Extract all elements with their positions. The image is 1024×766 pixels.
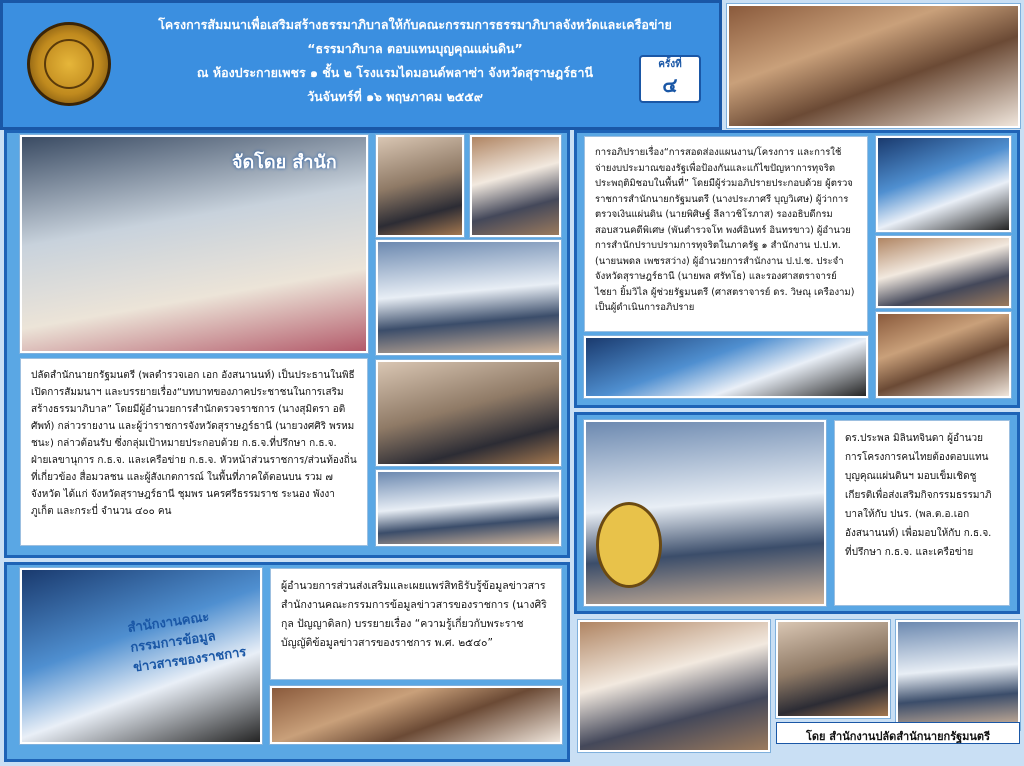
- discussion-text: การอภิปรายเรื่อง“การสอดส่องแผนงาน/โครงการ และการใช้จ่ายงบประมาณของรัฐเพื่อป้องกันและแก้ไขปัญหาการทุจริตประพฤติมิชอบในพื้นที่” โดยมีผู้ร่วมอภิปรายประกอบด้วย ผู้ตรวจราชการสำนักนายกรัฐมนตรี (นางประภาศรี บุญวิเศษ) ผู้ว่าการตรวจเงินแผ่นดิน (นายพิศิษฐ์ ลีลาวชิโรภาส) รองอธิบดีกรมสอบสวนคดีพิเศษ (พันตำรวจโท พงศ์อินทร์ อินทรขาว) ผู้อำนวยการสำนักปราบปรามการทุจริตในภาครัฐ ๑ สำนักงาน ป.ป.ท. (นายนพดล เพชรสว่าง) ผู้อำนวยการสำนักงาน ป.ป.ช. ประจำจังหวัดสุราษฎร์ธานี (นายพล ศรัทโธ) และรองศาสตราจารย์ ไชยา ยิ้มวิไล ผู้ช่วยรัฐมนตรี (ศาสตราจารย์ ดร. วิษณุ เครืองาม) เป็นผู้ดำเนินการอภิปราย: [595, 147, 855, 313]
- photo-attendees-lunch: [776, 620, 890, 718]
- header-title-line2: “ธรรมาภิบาล ตอบแทนบุญคุณแผ่นดิน”: [307, 41, 523, 56]
- info-text-box: [270, 568, 562, 680]
- photo-reporter-podium: [470, 135, 561, 237]
- photo-banner-text: จัดโดย สำนัก: [232, 152, 337, 173]
- footer-credit: [776, 722, 1020, 744]
- photo-info-speaker: [20, 568, 262, 744]
- photo-audience-hall: [876, 312, 1011, 398]
- photo-discussion-panel-wide: [876, 136, 1011, 232]
- award-text: ดร.ประพล มิลินทจินดา ผู้อำนวยการโครงการคนไทยต้องตอบแทนบุญคุณแผ่นดินฯ มอบเข็มเชิดชูเกียรติเพื่อส่งเสริมกิจกรรมธรรมาภิบาลให้กับ ปนร. (พล.ต.อ.เอก อังสนานนท์) เพื่อมอบให้กับ ก.ธ.จ. ที่ปรึกษา ก.ธ.จ. และเครือข่าย: [845, 433, 992, 558]
- emblem-seal-icon: [27, 22, 111, 106]
- photo-group-lineup: [376, 470, 561, 546]
- photo-info-audience: [270, 686, 562, 744]
- opening-text: ปลัดสำนักนายกรัฐมนตรี (พลตำรวจเอก เอก อังสนานนท์) เป็นประธานในพิธีเปิดการสัมมนาฯ และบรรยายเรื่อง“บทบาทของภาคประชาชนในการเสริมสร้างธรรมาภิบาล” โดยมีผู้อำนวยการสำนักตรวจราชการ (นางสุมิตรา อติศัพท์) กล่าวรายงาน และผู้ว่าราชการจังหวัดสุราษฎร์ธานี (นายวงศศิริ พรหมชนะ) กล่าวต้อนรับ ซึ่งกลุ่มเป้าหมายประกอบด้วย ก.ธ.จ.ที่ปรึกษา ก.ธ.จ. ฝ่ายเลขานุการ ก.ธ.จ. และเครือข่าย ก.ธ.จ. หัวหน้าส่วนราชการ/ส่วนท้องถิ่นที่เกี่ยวข้อง สื่อมวลชน และผู้สังเกตการณ์ ในพื้นที่ภาคใต้ตอนบน รวม ๗ จังหวัด ได้แก่ จังหวัดสุราษฎร์ธานี ชุมพร นครศรีธรรมราช ระนอง พังงา ภูเก็ต และกระบี่ จำนวน ๔๐๐ คน: [31, 370, 357, 517]
- photo-panelists-closeup: [876, 236, 1011, 308]
- header-title: [115, 13, 715, 109]
- info-text: ผู้อำนวยการส่วนส่งเสริมและเผยแพร่สิทธิรับรู้ข้อมูลข่าวสาร สำนักงานคณะกรรมการข้อมูลข่าวสารของราชการ (นางศิริกุล ปัญญาดิลก) บรรยายเรื่อง “ความรู้เกี่ยวกับพระราชบัญญัติข้อมูลข่าวสารของราชการ พ.ศ. ๒๕๔๐”: [281, 580, 547, 649]
- session-label: ครั้งที่: [658, 59, 682, 70]
- photo-handing-envelope: [896, 620, 1020, 730]
- header-title-line4: วันจันทร์ที่ ๑๖ พฤษภาคม ๒๕๕๙: [307, 89, 483, 104]
- opening-text-box: [20, 358, 368, 546]
- header-title-line3: ณ ห้องประกายเพชร ๑ ชั้น ๒ โรงแรมไดมอนด์พลาซ่า จังหวัดสุราษฎร์ธานี: [196, 65, 594, 80]
- photo-panel-stage: [584, 336, 868, 398]
- photo-award-handover: [584, 420, 826, 606]
- photo-presentation-text: สำนักงานคณะกรรมการข้อมูลข่าวสารของราชการ: [126, 609, 248, 676]
- photo-chairman-speaking: [20, 135, 368, 353]
- session-number: ๔: [662, 73, 678, 97]
- photo-registration-desk: [578, 620, 770, 752]
- award-plaque-icon: [596, 502, 662, 588]
- photo-officials-standing: [376, 360, 561, 466]
- photo-speaker-podium: [376, 135, 464, 237]
- discussion-text-box: [584, 136, 868, 332]
- header-title-line1: โครงการสัมมนาเพื่อเสริมสร้างธรรมาภิบาลให้กับคณะกรรมการธรรมาภิบาลจังหวัดและเครือข่าย: [158, 17, 672, 32]
- photo-audience-top-right: [727, 4, 1020, 128]
- emblem-seal-inner: [44, 39, 94, 89]
- award-text-box: [834, 420, 1010, 606]
- header-banner: [0, 0, 722, 130]
- photo-guests-greeting: [376, 240, 561, 355]
- session-badge: [639, 55, 701, 103]
- footer-text: โดย สำนักงานปลัดสำนักนายกรัฐมนตรี: [805, 730, 990, 743]
